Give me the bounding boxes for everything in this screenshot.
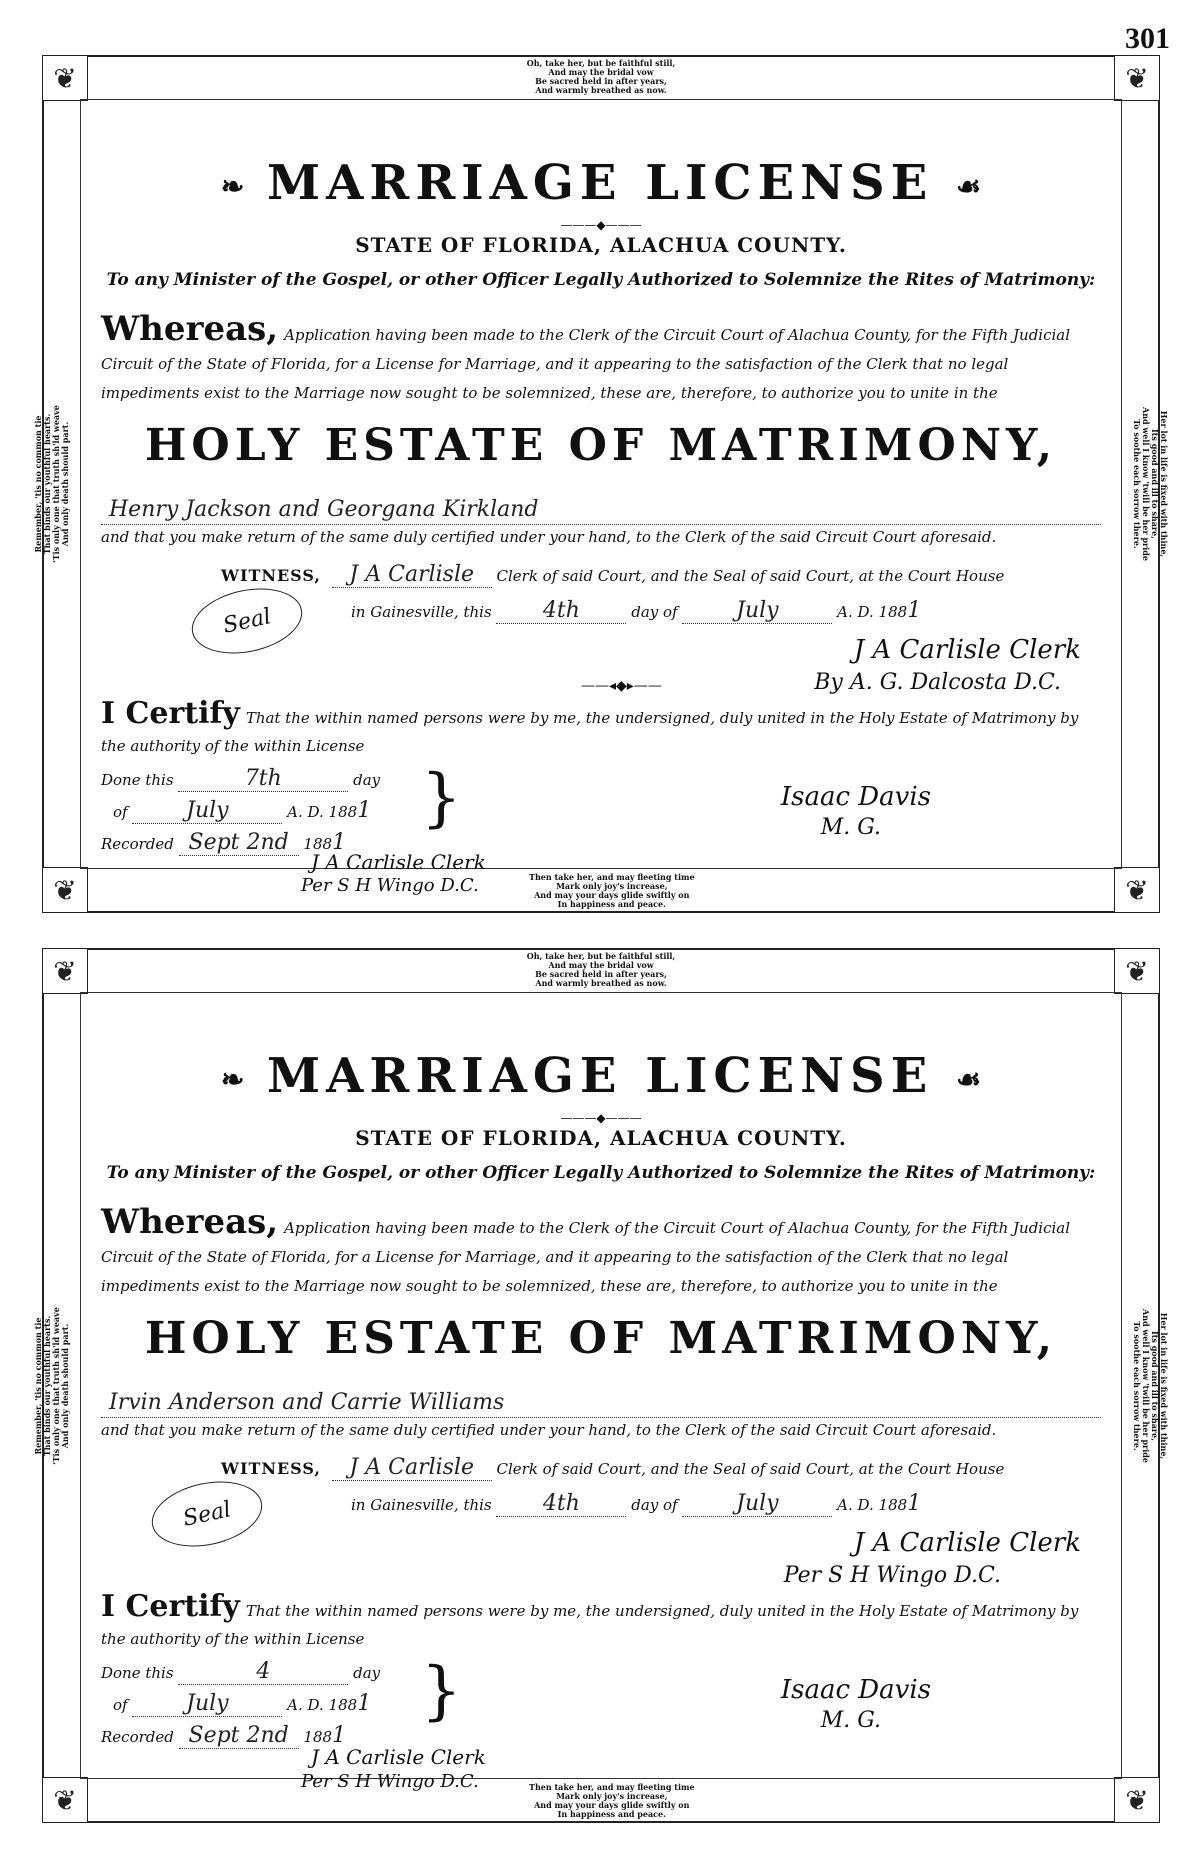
court-seal: Seal <box>186 579 308 663</box>
flourish-icon: ❧ <box>220 170 245 203</box>
issue-day: 4th <box>496 1491 626 1517</box>
corner-ornament-icon: ❦ <box>42 948 88 994</box>
clerk-signature: J A Carlisle Clerk <box>853 1528 1081 1558</box>
return-instruction: and that you make return of the same duly certified under your hand, to the Clerk of the said Circuit Court aforesaid. <box>101 528 997 546</box>
license-body <box>80 992 1122 1792</box>
license-title: ❧ MARRIAGE LICENSE ☙ <box>220 155 982 211</box>
done-month: July <box>132 798 282 824</box>
recorded-clerk-signature: J A Carlisle Clerk <box>311 1745 486 1769</box>
officiant-title: M. G. <box>820 1708 881 1733</box>
right-side-verse: Her lot in life is fixed with thine, Its good and ill to share, And well I know 'twill be her pride To soothe each sorrow there. <box>1132 1308 1169 1463</box>
done-block: Done this 4 day } of July A. D. 1881 Recorded Sept 2nd 1881 <box>101 1654 462 1748</box>
divider-icon: ——◂◆▸—— <box>581 678 662 694</box>
divider-icon: ———◆——— <box>560 218 642 232</box>
whereas-paragraph: Whereas, Application having been made to the Clerk of the Circuit Court of Alachua County, for the Fifth Judicial Circuit of the State of Florida, for a License for Marriage, and it appearing to the satisfaction of the Clerk that no legal impediments exist to the Marriage now sought to be solemnized, these are, therefore, to authorize you to unite in the <box>101 309 1071 402</box>
corner-ornament-icon: ❦ <box>42 867 88 913</box>
license-title: ❧ MARRIAGE LICENSE ☙ <box>220 1048 982 1104</box>
deputy-signature: By A. G. Dalcosta D.C. <box>814 670 1061 695</box>
certify-paragraph: I Certify That the within named persons were by me, the undersigned, duly united in the Holy Estate of Matrimony by the authority of the within License <box>101 1589 1079 1648</box>
marriage-license-2 <box>33 948 1169 1823</box>
left-side-verse: Remember, 'tis no common tie That binds our youthful hearts. 'Tis only one that truth sh'ld weave And only death should part. <box>33 1306 70 1465</box>
recorded-deputy-signature: Per S H Wingo D.C. <box>301 1771 479 1792</box>
parties-line <box>101 490 1101 525</box>
issue-date-row: in Gainesville, this 4th day of July A. D. 1881 <box>351 598 922 623</box>
flourish-icon: ☙ <box>956 170 982 203</box>
issue-day: 4th <box>496 598 626 624</box>
corner-ornament-icon: ❦ <box>1114 948 1160 994</box>
bottom-verse: Then take her, and may fleeting time Mark only joy's increase, And may your days glide swiftly on In happiness and peace. <box>529 1782 695 1819</box>
recorded-date: Sept 2nd <box>179 1723 299 1749</box>
bottom-verse: Then take her, and may fleeting time Mark only joy's increase, And may your days glide swiftly on In happiness and peace. <box>529 872 695 909</box>
flourish-icon: ❧ <box>220 1063 245 1096</box>
witness-signature: J A Carlisle <box>332 562 492 588</box>
issue-month: July <box>682 1491 832 1517</box>
done-month: July <box>132 1691 282 1717</box>
corner-ornament-icon: ❦ <box>1114 1777 1160 1823</box>
witness-row: WITNESS, J A Carlisle Clerk of said Court, and the Seal of said Court, at the Court House <box>221 1455 1005 1480</box>
witness-signature: J A Carlisle <box>332 1455 492 1481</box>
whereas-paragraph: Whereas, Application having been made to the Clerk of the Circuit Court of Alachua County, for the Fifth Judicial Circuit of the State of Florida, for a License for Marriage, and it appearing to the satisfaction of the Clerk that no legal impediments exist to the Marriage now sought to be solemnized, these are, therefore, to authorize you to unite in the <box>101 1202 1071 1295</box>
marriage-license-1 <box>33 55 1169 913</box>
parties-names: Henry Jackson and Georgana Kirkland <box>109 497 539 522</box>
corner-ornament-icon: ❦ <box>1114 55 1160 101</box>
top-verse: Oh, take her, but be faithful still, And may the bridal vow Be sacred held in after years, And warmly breathed as now. <box>526 58 676 95</box>
done-day: 7th <box>178 766 348 792</box>
recorded-clerk-signature: J A Carlisle Clerk <box>311 850 486 874</box>
corner-ornament-icon: ❦ <box>1114 867 1160 913</box>
clerk-signature: J A Carlisle Clerk <box>853 635 1081 665</box>
deputy-signature: Per S H Wingo D.C. <box>783 1563 1001 1588</box>
parties-names: Irvin Anderson and Carrie Williams <box>109 1390 505 1415</box>
right-side-verse: Her lot in life is fixed with thine, Its good and ill to share, And well I know 'twill be her pride To soothe each sorrow there. <box>1132 407 1169 561</box>
state-county: STATE OF FLORIDA, ALACHUA COUNTY. <box>355 1126 847 1150</box>
corner-ornament-icon: ❦ <box>42 55 88 101</box>
officiant-title: M. G. <box>820 815 881 840</box>
brace-icon: } <box>421 761 462 835</box>
return-instruction: and that you make return of the same duly certified under your hand, to the Clerk of the said Circuit Court aforesaid. <box>101 1421 997 1439</box>
brace-icon: } <box>421 1654 462 1728</box>
flourish-icon: ☙ <box>956 1063 982 1096</box>
addressee: To any Minister of the Gospel, or other Officer Legally Authorized to Solemnize the Rites of Matrimony: <box>106 270 1096 290</box>
recorded-deputy-signature: Per S H Wingo D.C. <box>301 875 479 896</box>
certify-paragraph: I Certify That the within named persons were by me, the undersigned, duly united in the Holy Estate of Matrimony by the authority of the within License <box>101 696 1079 755</box>
done-day: 4 <box>178 1659 348 1685</box>
officiant-signature: Isaac Davis <box>780 782 931 812</box>
court-seal: Seal <box>146 1472 268 1556</box>
left-side-verse: Remember, 'tis no common tie That binds our youthful hearts. 'Tis only one that truth sh'ld weave And only death should part. <box>33 405 70 563</box>
addressee: To any Minister of the Gospel, or other Officer Legally Authorized to Solemnize the Rites of Matrimony: <box>106 1163 1096 1183</box>
witness-row: WITNESS, J A Carlisle Clerk of said Court, and the Seal of said Court, at the Court House <box>221 562 1005 587</box>
holy-estate-heading: HOLY ESTATE OF MATRIMONY, <box>144 420 1058 471</box>
officiant-signature: Isaac Davis <box>780 1675 931 1705</box>
parties-line <box>101 1383 1101 1418</box>
top-verse: Oh, take her, but be faithful still, And may the bridal vow Be sacred held in after years, And warmly breathed as now. <box>526 951 676 988</box>
corner-ornament-icon: ❦ <box>42 1777 88 1823</box>
issue-date-row: in Gainesville, this 4th day of July A. D. 1881 <box>351 1491 922 1516</box>
page-number: 301 <box>1125 22 1170 55</box>
holy-estate-heading: HOLY ESTATE OF MATRIMONY, <box>144 1313 1058 1364</box>
done-block: Done this 7th day } of July A. D. 1881 Recorded Sept 2nd 1881 <box>101 761 462 855</box>
state-county: STATE OF FLORIDA, ALACHUA COUNTY. <box>355 233 847 257</box>
divider-icon: ———◆——— <box>560 1111 642 1125</box>
recorded-date: Sept 2nd <box>179 830 299 856</box>
issue-month: July <box>682 598 832 624</box>
